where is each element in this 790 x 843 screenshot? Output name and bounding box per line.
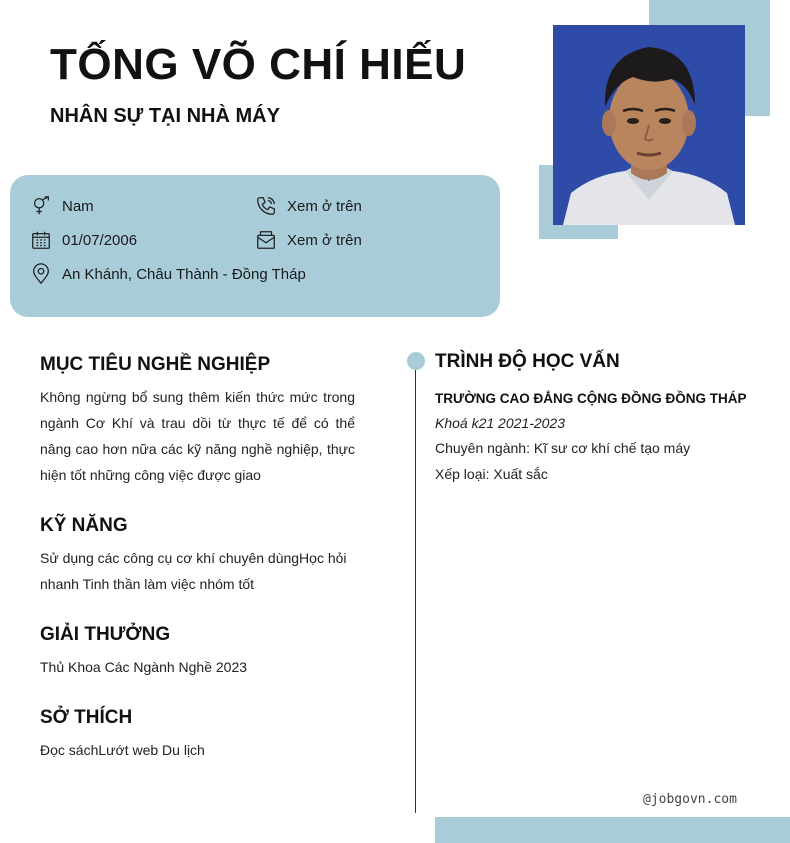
- objective-heading: MỤC TIÊU NGHỀ NGHIỆP: [40, 354, 271, 375]
- gender-icon: [30, 195, 52, 217]
- profile-photo: [553, 25, 745, 225]
- email-value: Xem ở trên: [287, 231, 362, 249]
- mail-icon: [255, 229, 277, 251]
- info-phone: [255, 195, 362, 217]
- address-value: An Khánh, Châu Thành - Đồng Tháp: [62, 265, 306, 283]
- phone-value: Xem ở trên: [287, 197, 362, 215]
- skills-heading: KỸ NĂNG: [40, 515, 128, 536]
- contact-info-panel: [10, 175, 500, 317]
- watermark: @jobgovn.com: [643, 792, 737, 807]
- school-name: TRƯỜNG CAO ĐẲNG CỘNG ĐỒNG ĐỒNG THÁP: [435, 391, 747, 406]
- info-gender: [30, 195, 94, 217]
- skills-text: Sử dụng các công cụ cơ khí chuyên dùngHọc hỏi nhanh Tinh thần làm việc nhóm tốt: [40, 550, 347, 592]
- education-major: Chuyên ngành: Kĩ sư cơ khí chế tạo máy: [435, 440, 691, 456]
- hobbies-text: Đọc sáchLướt web Du lịch: [40, 742, 205, 758]
- job-title: NHÂN SỰ TẠI NHÀ MÁY: [50, 105, 280, 127]
- hobbies-heading: SỞ THÍCH: [40, 707, 133, 728]
- education-grade: Xếp loại: Xuất sắc: [435, 466, 548, 482]
- calendar-icon: [30, 229, 52, 251]
- info-address: [30, 263, 306, 285]
- timeline-dot: [407, 352, 425, 370]
- gender-value: Nam: [62, 197, 94, 215]
- timeline-line: [415, 370, 416, 813]
- decor-block-bottom-right: [435, 817, 790, 843]
- awards-text: Thủ Khoa Các Ngành Nghề 2023: [40, 659, 248, 675]
- candidate-name: TỐNG VÕ CHÍ HIẾU: [50, 40, 467, 89]
- location-pin-icon: [30, 263, 52, 285]
- awards-heading: GIẢI THƯỞNG: [40, 624, 171, 645]
- phone-icon: [255, 195, 277, 217]
- info-birthdate: [30, 229, 137, 251]
- info-email: [255, 229, 362, 251]
- education-heading: TRÌNH ĐỘ HỌC VẤN: [435, 351, 620, 372]
- school-years: Khoá k21 2021-2023: [435, 415, 565, 431]
- birthdate-value: 01/07/2006: [62, 231, 138, 249]
- objective-text: Không ngừng bổ sung thêm kiến thức mức trong ngành Cơ Khí và trau dồi từ thực tế để có thể nâng cao hơn nữa các kỹ năng nghề nghiệp, thực hiện tốt những công việc được giao: [40, 389, 355, 483]
